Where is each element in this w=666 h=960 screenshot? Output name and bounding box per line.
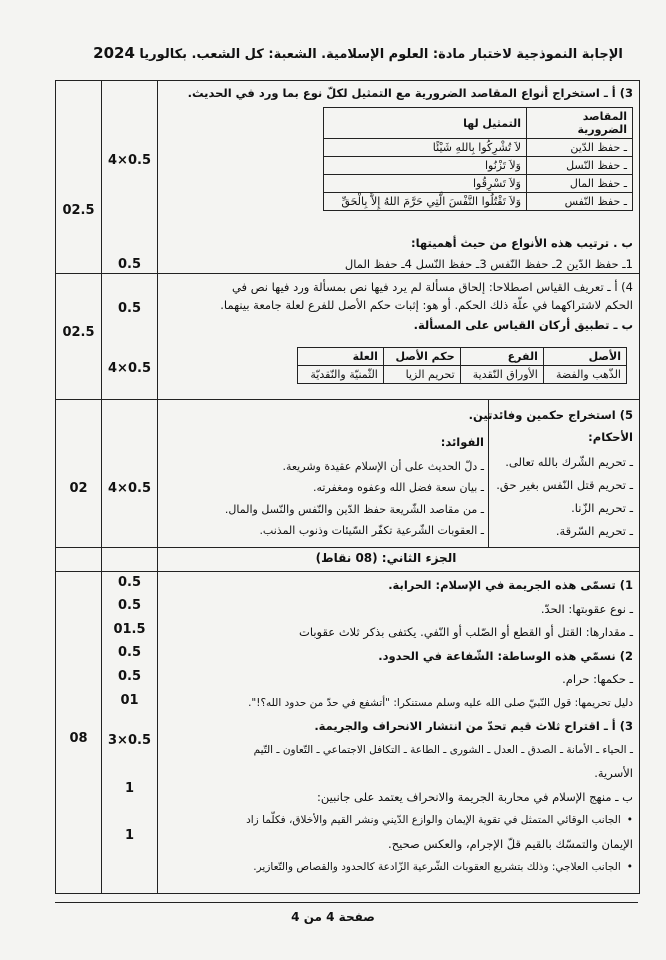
s2-th-hukm: حكم الأصل (383, 348, 460, 366)
s1-th-maqasid: المقاصد الضرورية (527, 108, 633, 139)
list-item: ـ من مقاصد الشّريعة حفظ الدّين والنّفس والنّسل والمال. (224, 502, 484, 516)
s4-line: • الجانب الوقائي المتمثل في تقوية الإيمان والوازع الدّيني ونشر القيم والأخلاق، فكلّما زاد (159, 809, 633, 833)
s1-question: 3) أ ـ استخراج أنواع المقاصد الضرورية مع التمثيل لكلّ نوع بما ورد في الحديث. (187, 86, 633, 100)
s4-mark: 01 (120, 693, 139, 708)
s1-order: 1ـ حفظ الدّين 2ـ حفظ النّفس 3ـ حفظ النّسل 4ـ حفظ المال (344, 257, 633, 271)
s2-th-asl: الأصل (543, 348, 626, 366)
s4-line: • الجانب العلاجي: وذلك بتشريع العقوبات الشّرعية الزّادعة كالحدود والقصاص والتّعازير. (159, 856, 633, 880)
s2-definition-1: 4) أ ـ تعريف القياس اصطلاحا: إلحاق مسألة لم يرد فيها نص بمسألة ورد فيها نص في (231, 280, 633, 294)
s1-mark-b: 0.5 (117, 257, 142, 272)
s4-line: ب ـ منهج الإسلام في محاربة الجريمة والانحراف يعتمد على جانبين: (317, 789, 633, 804)
s1-cell: ـ حفظ النّسل (527, 157, 633, 175)
row-divider-1 (56, 273, 639, 274)
s4-mark: 1 (124, 828, 135, 843)
s3-total: 02 (69, 481, 88, 496)
s4-mark: 1 (124, 781, 135, 796)
list-item: ـ تحريم السّرقة. (555, 524, 633, 538)
row-divider-3 (56, 547, 639, 548)
s4-line: ـ مقدارها: القتل أو القطع أو الصّلب أو النّفي. يكتفى بذكر ثلاث عقوبات (299, 625, 633, 639)
s4-answers (159, 574, 633, 880)
page-header (58, 44, 658, 62)
s4-mark: 0.5 (117, 645, 142, 660)
list-item: ـ تحريم الزّنا. (571, 501, 633, 515)
header-title: الإجابة النموذجية لاختبار مادة: العلوم الإسلامية. الشعبة: كل الشعب. بكالوريا (139, 47, 623, 62)
answer-grid (55, 80, 640, 894)
row-divider-4 (56, 571, 639, 572)
s4-line: ـ الحياء ـ الأمانة ـ الصدق ـ العدل ـ الشورى ـ الطاعة ـ التكافل الاجتماعي ـ التّعاون ـ التّيم (253, 743, 633, 756)
s4-line: 3) أ ـ اقتراح ثلاث قيم تحدّ من انتشار الانحراف والجريمة. (314, 719, 633, 733)
list-item: ـ تحريم الشّرك بالله تعالى. (505, 455, 633, 469)
s4-total: 08 (69, 731, 88, 746)
s1-th-tamthil: التمثيل لها (324, 108, 527, 139)
s2-cell: الثّمنيّة والنّقديّة (298, 366, 384, 384)
s4-line: الأسرية. (594, 766, 633, 780)
s2-definition-2: الحكم لاشتراكهما في علّة ذلك الحكم. أو هو: إثبات حكم الأصل للفرع لعلة جامعة بينهما. (220, 298, 633, 312)
s3-fawaid-list (164, 456, 484, 542)
list-item: ـ العقوبات الشّرعية تكفّر السّيئات وذنوب المذنب. (259, 524, 484, 538)
s4-line: ـ نوع عقوبتها: الحدّ. (540, 601, 633, 616)
s4-line: دليل تحريمها: قول النّبيّ صلى الله عليه وسلم مستنكرا: "أتشفع في حدّ من حدود الله؟!". (248, 696, 633, 709)
table-row (324, 175, 633, 193)
s4-mark: 3×0.5 (108, 733, 151, 748)
page-number: صفحة 4 من 4 (291, 910, 375, 924)
s4-line: 2) نسمّي هذه الوساطة: الشّفاعة في الحدود. (378, 648, 633, 663)
s3-question: 5) استخراج حكمين وفائدتين. (468, 408, 633, 422)
s2-mark-b: 4×0.5 (108, 361, 151, 376)
s1-mark-a: 4×0.5 (108, 153, 151, 168)
s4-mark: 0.5 (117, 669, 142, 684)
s1-table (323, 107, 633, 211)
s2-th-illa: العلة (298, 348, 384, 366)
table-row (324, 139, 633, 157)
s4-line: ـ حكمها: حرام. (562, 672, 633, 686)
s3-mark: 4×0.5 (108, 481, 151, 496)
s1-b-question: ب . ترتيب هذه الأنواع من حيث أهميتها: (411, 236, 633, 250)
s1-total: 02.5 (62, 203, 95, 218)
s2-cell: الذّهب والفضة (543, 366, 626, 384)
s1-cell: ـ حفظ المال (527, 175, 633, 193)
s4-mark: 0.5 (117, 598, 142, 613)
list-item: ـ تحريم قتل النّفس بغير حق. (496, 478, 633, 492)
table-row (298, 366, 627, 384)
s3-ahkam-list (488, 451, 633, 543)
s1-cell: وَلاَ تَقْتُلُوا النَّفْسَ الَّتِي حَرَّمَ اللهُ إِلاَّ بِالْحَقِّ (324, 193, 527, 211)
s3-ahkam-title: الأحكام: (588, 430, 633, 444)
header-year: 2024 (93, 44, 135, 62)
s4-mark: 01.5 (113, 622, 146, 637)
s1-cell: وَلاَ تَزْنُوا (324, 157, 527, 175)
s2-cell: تحريم الزيا (383, 366, 460, 384)
table-row (324, 193, 633, 211)
s1-cell: ـ حفظ الدّين (527, 139, 633, 157)
s2-th-far: الفرع (460, 348, 543, 366)
list-item: ـ دلّ الحديث على أن الإسلام عقيدة وشريعة. (282, 460, 484, 473)
footer-line (55, 902, 638, 903)
s1-cell: ـ حفظ النّفس (527, 193, 633, 211)
s2-total: 02.5 (62, 325, 95, 340)
part2-title: الجزء الثاني: (08 نقاط) (315, 551, 457, 565)
s4-line: الإيمان والتمسّك بالقيم قلّ الإجرام، والعكس صحيح. (388, 836, 633, 851)
s4-line: 1) تسمّى هذه الجريمة في الإسلام: الحرابة. (388, 578, 633, 592)
table-row (324, 157, 633, 175)
list-item: ـ بيان سعة فضل الله وعفوه ومغفرته. (313, 481, 484, 495)
s1-cell: وَلاَ تَسْرِقُوا (324, 175, 527, 193)
s2-cell: الأوراق النّقدية (460, 366, 543, 384)
s3-fawaid-title: الفوائد: (440, 435, 484, 449)
s2-table (297, 347, 627, 384)
s4-mark: 0.5 (117, 575, 142, 590)
s2-mark-a: 0.5 (117, 301, 142, 316)
s2-b-question: ب ـ تطبيق أركان القياس على المسألة. (413, 318, 633, 332)
s1-cell: لاَ تُشْرِكُوا بِاللهِ شَيْئًا (324, 139, 527, 157)
